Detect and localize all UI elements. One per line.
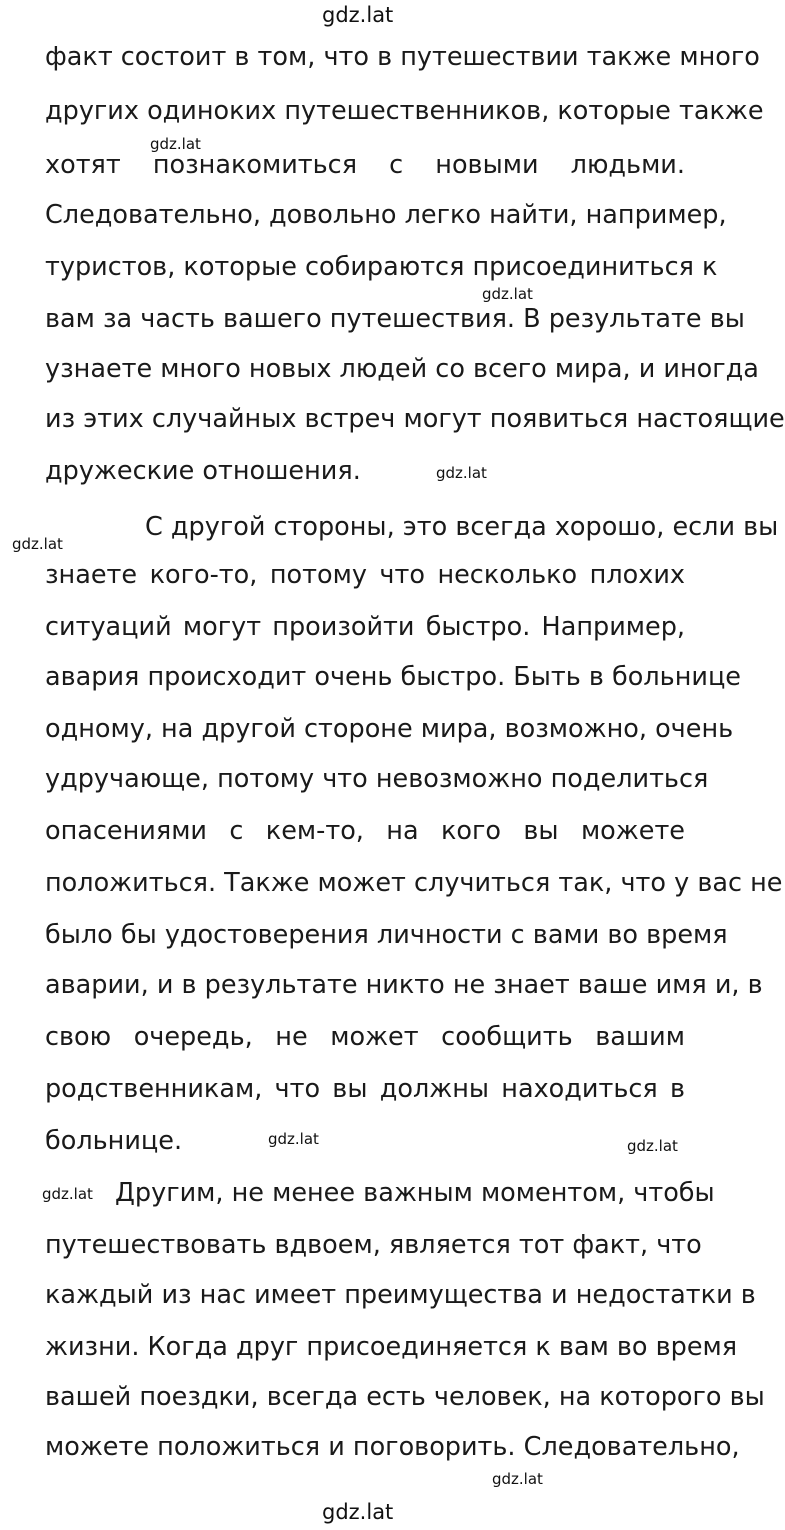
text-line: больнице. [45, 1126, 183, 1156]
paragraph-indent-line: С другой стороны, это всегда хорошо, если вы [145, 512, 779, 542]
text-line: можете положиться и поговорить. Следовательно, [45, 1432, 740, 1462]
paragraph-indent-line: Другим, не менее важным моментом, чтобы [115, 1178, 715, 1208]
text-line: одному, на другой стороне мира, возможно, очень [45, 714, 734, 744]
watermark: gdz.lat [150, 135, 201, 153]
text-line: опасениями с кем-то, на кого вы можете [45, 816, 685, 846]
text-line: ситуаций могут произойти быстро. Например, [45, 612, 685, 642]
text-line: вам за часть вашего путешествия. В результате вы [45, 304, 745, 334]
text-line: узнаете много новых людей со всего мира, и иногда [45, 354, 759, 384]
text-line: туристов, которые собираются присоединиться к [45, 252, 718, 282]
text-line: Следовательно, довольно легко найти, например, [45, 200, 727, 230]
watermark-bottom: gdz.lat [322, 1500, 394, 1524]
watermark-top: gdz.lat [322, 3, 394, 27]
text-line: хотят познакомиться с новыми людьми. [45, 150, 685, 180]
watermark: gdz.lat [12, 535, 63, 553]
text-line: жизни. Когда друг присоединяется к вам во время [45, 1332, 738, 1362]
text-line: вашей поездки, всегда есть человек, на которого вы [45, 1382, 765, 1412]
watermark: gdz.lat [627, 1137, 678, 1155]
watermark: gdz.lat [492, 1470, 543, 1488]
text-line: положиться. Также может случиться так, что у вас не [45, 868, 783, 898]
text-line: факт состоит в том, что в путешествии также много [45, 42, 760, 72]
watermark: gdz.lat [268, 1130, 319, 1148]
text-line: было бы удостоверения личности с вами во время [45, 920, 728, 950]
text-line: родственникам, что вы должны находиться в [45, 1074, 685, 1104]
watermark: gdz.lat [482, 285, 533, 303]
text-line: удручающе, потому что невозможно поделиться [45, 764, 709, 794]
text-line: аварии, и в результате никто не знает ваше имя и, в [45, 970, 763, 1000]
text-line: других одиноких путешественников, которые также [45, 96, 764, 126]
watermark: gdz.lat [436, 464, 487, 482]
text-line: из этих случайных встреч могут появиться настоящие [45, 404, 785, 434]
text-line: знаете кого-то, потому что несколько плохих [45, 560, 685, 590]
text-line: каждый из нас имеет преимущества и недостатки в [45, 1280, 756, 1310]
watermark: gdz.lat [42, 1185, 93, 1203]
text-line: дружеские отношения. [45, 456, 361, 486]
text-line: путешествовать вдвоем, является тот факт, что [45, 1230, 702, 1260]
text-line: авария происходит очень быстро. Быть в больнице [45, 662, 741, 692]
text-line: свою очередь, не может сообщить вашим [45, 1022, 685, 1052]
